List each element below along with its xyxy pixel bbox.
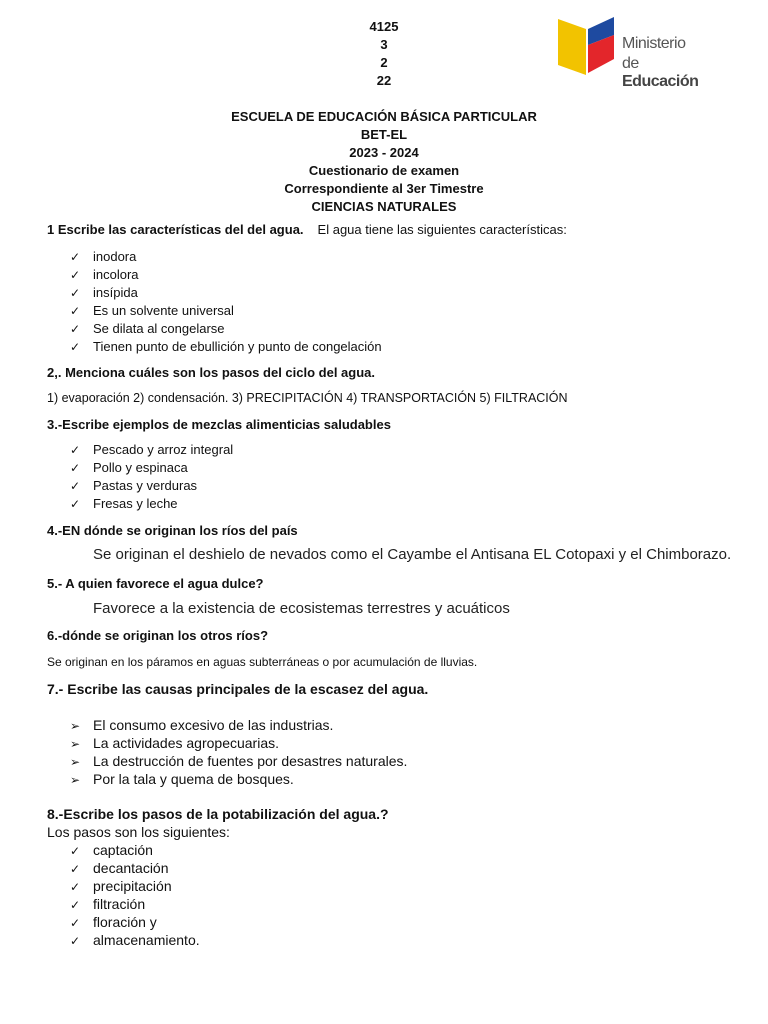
question-8-intro: Los pasos son los siguientes: — [47, 824, 230, 840]
list-item — [70, 859, 200, 877]
list-item-text: precipitación — [93, 878, 172, 894]
code-line: 4125 — [369, 19, 399, 34]
question-5-text: 5.- A quien favorece el agua dulce? — [47, 576, 264, 591]
question-3-text: 3.-Escribe ejemplos de mezclas alimenticias saludables — [47, 417, 391, 432]
list-item — [70, 841, 200, 859]
question-1-intro: El agua tiene las siguientes características: — [317, 222, 567, 237]
list-item-text: Pastas y verduras — [93, 478, 198, 493]
list-item-text: inodora — [93, 249, 137, 264]
check-icon: ✓ — [70, 443, 81, 457]
list-item — [70, 495, 233, 513]
check-icon: ✓ — [70, 916, 81, 930]
check-icon: ✓ — [70, 286, 81, 300]
arrow-bullet-icon: ➢ — [70, 773, 81, 787]
list-item — [70, 752, 407, 770]
logo-line-2-bold: Educación — [622, 73, 699, 90]
exam-header — [0, 108, 768, 216]
code-line: 3 — [380, 37, 388, 52]
list-item — [70, 459, 233, 477]
question-7 — [47, 681, 428, 697]
question-8 — [47, 806, 389, 822]
check-icon: ✓ — [70, 268, 81, 282]
check-icon: ✓ — [70, 340, 81, 354]
list-item-text: filtración — [93, 896, 146, 912]
school-year: 2023 - 2024 — [349, 145, 419, 160]
question-1 — [47, 222, 567, 237]
question-4-answer: Se originan el deshielo de nevados como el Cayambe el Antisana EL Cotopaxi y el Chimborazo. — [93, 546, 732, 563]
question-8-list — [70, 841, 200, 949]
arrow-bullet-icon: ➢ — [70, 719, 81, 733]
question-7-text: 7.- Escribe las causas principales de la escasez del agua. — [47, 681, 429, 697]
list-item-text: Por la tala y quema de bosques. — [93, 771, 294, 787]
question-3 — [47, 417, 391, 432]
check-icon: ✓ — [70, 497, 81, 511]
question-2-answer: 1) evaporación 2) condensación. 3) PRECIPITACIÓN 4) TRANSPORTACIÓN 5) FILTRACIÓN — [47, 391, 568, 405]
list-item — [70, 320, 382, 338]
check-icon: ✓ — [70, 880, 81, 894]
logo-line-2 — [622, 55, 716, 91]
list-item — [70, 931, 200, 949]
check-icon: ✓ — [70, 250, 81, 264]
list-item — [70, 716, 407, 734]
question-5-answer: Favorece a la existencia de ecosistemas terrestres y acuáticos — [93, 600, 510, 617]
list-item-text: decantación — [93, 860, 169, 876]
question-7-list — [70, 716, 407, 788]
exam-subject: CIENCIAS NATURALES — [311, 199, 457, 214]
arrow-bullet-icon: ➢ — [70, 737, 81, 751]
question-3-list — [70, 441, 233, 513]
list-item — [70, 477, 233, 495]
arrow-bullet-icon: ➢ — [70, 755, 81, 769]
school-short: BET-EL — [360, 127, 408, 142]
list-item — [70, 302, 382, 320]
list-item — [70, 770, 407, 788]
list-item-text: Pollo y espinaca — [93, 460, 188, 475]
list-item-text: insípida — [93, 285, 138, 300]
check-icon: ✓ — [70, 322, 81, 336]
list-item — [70, 877, 200, 895]
check-icon: ✓ — [70, 934, 81, 948]
list-item-text: El consumo excesivo de las industrias. — [93, 717, 334, 733]
question-5 — [47, 576, 264, 591]
list-item-text: La destrucción de fuentes por desastres naturales. — [93, 753, 408, 769]
question-6 — [47, 628, 268, 643]
check-icon: ✓ — [70, 304, 81, 318]
list-item — [70, 284, 382, 302]
list-item — [70, 895, 200, 913]
question-2 — [47, 365, 375, 380]
list-item-text: La actividades agropecuarias. — [93, 735, 280, 751]
question-6-answer: Se originan en los páramos en aguas subterráneas o por acumulación de lluvias. — [47, 655, 478, 669]
check-icon: ✓ — [70, 898, 81, 912]
list-item — [70, 248, 382, 266]
check-icon: ✓ — [70, 844, 81, 858]
list-item — [70, 441, 233, 459]
list-item-text: incolora — [93, 267, 139, 282]
question-1-list — [70, 248, 382, 356]
exam-type: Cuestionario de examen — [308, 163, 460, 178]
check-icon: ✓ — [70, 479, 81, 493]
list-item-text: Fresas y leche — [93, 496, 178, 511]
list-item-text: Tienen punto de ebullición y punto de congelación — [93, 339, 382, 354]
list-item-text: Es un solvente universal — [93, 303, 234, 318]
logo-line-2-prefix: de — [622, 55, 639, 72]
question-4 — [47, 523, 298, 538]
question-6-text: 6.-dónde se originan los otros ríos? — [47, 628, 269, 643]
list-item — [70, 266, 382, 284]
list-item — [70, 734, 407, 752]
list-item-text: Se dilata al congelarse — [93, 321, 225, 336]
question-8-text: 8.-Escribe los pasos de la potabilización del agua.? — [47, 806, 389, 822]
list-item-text: captación — [93, 842, 153, 858]
question-1-text: 1 Escribe las características del del agua. — [47, 222, 304, 237]
code-line: 2 — [380, 55, 388, 70]
ministerio-logo — [556, 15, 716, 90]
question-4-text: 4.-EN dónde se originan los ríos del país — [47, 523, 298, 538]
check-icon: ✓ — [70, 862, 81, 876]
list-item — [70, 913, 200, 931]
list-item-text: Pescado y arroz integral — [93, 442, 234, 457]
exam-term: Correspondiente al 3er Timestre — [284, 181, 484, 196]
code-line: 22 — [376, 73, 392, 88]
question-2-text: 2,. Menciona cuáles son los pasos del ciclo del agua. — [47, 365, 375, 380]
logo-line-1: Ministerio — [622, 35, 686, 52]
list-item-text: almacenamiento. — [93, 932, 200, 948]
check-icon: ✓ — [70, 461, 81, 475]
list-item — [70, 338, 382, 356]
flag-book-icon — [556, 15, 618, 77]
list-item-text: floración y — [93, 914, 157, 930]
school-name: ESCUELA DE EDUCACIÓN BÁSICA PARTICULAR — [231, 109, 537, 124]
